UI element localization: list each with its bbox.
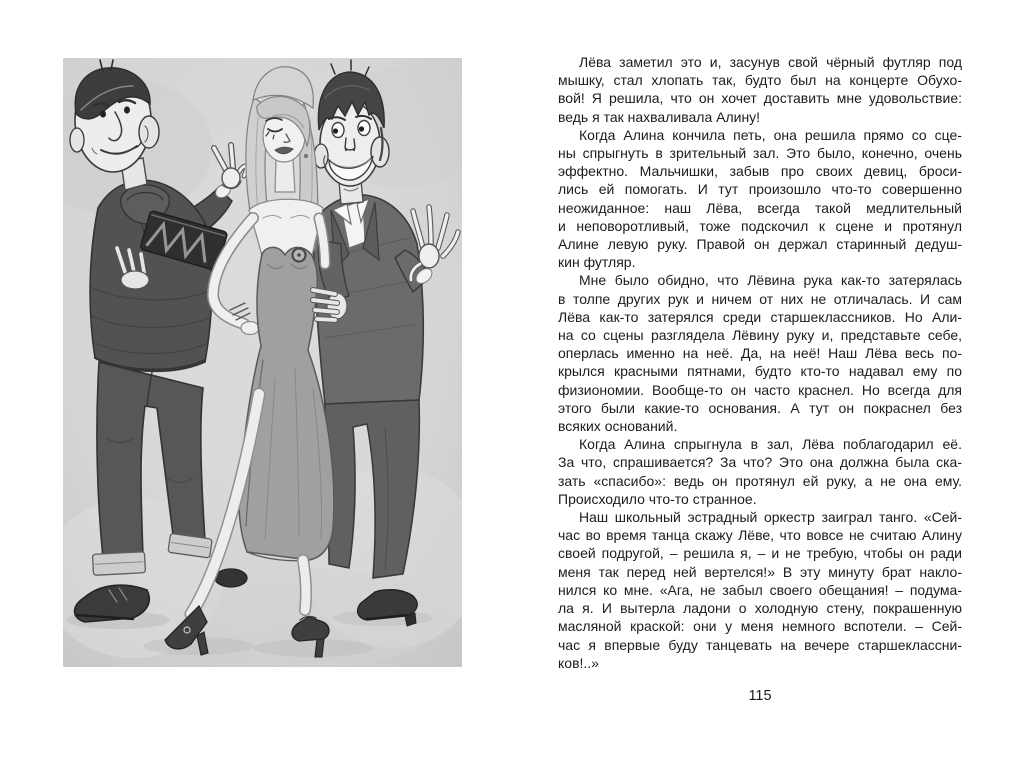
text-line: Когда Алина кончила петь, она решила прямо со сце- xyxy=(579,126,962,143)
text-line: своей подругой, – решила я, – и не требую, чтобы он ради xyxy=(558,545,962,562)
text-line: нился ко мне. «Ага, не забыл своего обещания! – подума- xyxy=(558,581,962,598)
text-line: Лёва заметил это и, засунув свой чёрный футляр под xyxy=(579,54,962,70)
text-line: неожиданное: наш Лёва, всегда такой медлительный xyxy=(558,199,962,216)
text-line: мышку, стал хлопать так, будто был на концерте Обухо- xyxy=(558,72,962,89)
text-line: Когда Алина спрыгнула в зал, Лёва поблагодарил её. xyxy=(579,436,962,453)
text-line: ков!..» xyxy=(558,654,599,671)
text-line: час я впервые буду танцевать на вечере старшеклассни- xyxy=(558,636,962,653)
text-column xyxy=(558,53,962,672)
illustration-three-teenagers xyxy=(63,58,462,667)
text-line: крылся красными пятнами, будто кто-то надавал ему по xyxy=(558,363,962,380)
paragraph xyxy=(558,435,962,508)
text-line: всяких оснований. xyxy=(558,418,678,435)
right-page xyxy=(512,0,1024,768)
text-line: Наш школьный эстрадный оркестр заиграл танго. «Сей- xyxy=(579,509,962,526)
text-line: Лёва как-то затерялся среди старшеклассников. Но Али- xyxy=(558,308,962,325)
text-line: меня так перед ней вертелся!» В эту минуту брат накло- xyxy=(558,563,962,580)
paragraph xyxy=(558,271,962,435)
paragraph xyxy=(558,53,962,126)
text-line: эффектно. Мальчишки, забыв про своих девиц, броси- xyxy=(558,163,962,180)
text-line: зать «спасибо»: ведь он протянул ей руку, а не она ему. xyxy=(558,472,962,489)
text-line: этого были какие-то основания. А тут он покраснел без xyxy=(558,399,962,416)
text-line: ла я. И вытерла ладони о холодную стену, покрашенную xyxy=(558,600,962,617)
text-line: Алине левую руку. Правой он держал старинный дедуш- xyxy=(558,236,962,253)
text-line: ны спрыгнуть в зрительный зал. Это было, конечно, очень xyxy=(558,145,962,162)
text-line: Мне было обидно, что Лёвина рука как-то затерялась xyxy=(579,272,962,289)
text-line: на со сцены разглядела Лёвину руку и, представьте себе, xyxy=(558,327,962,344)
text-line: физиономии. Вообще-то он часто краснел. Но всегда для xyxy=(558,381,962,398)
text-line: и неповоротливый, тоже подскочил к сцене и протянул xyxy=(558,217,962,234)
text-line: в толпе других рук и ничем от них не отличалась. И сам xyxy=(558,290,962,307)
text-line: вой! Я решила, что он хочет доставить мне удовольствие: xyxy=(558,90,962,107)
text-line: час во время танца скажу Лёве, что вовсе не считаю Алину xyxy=(558,527,962,544)
text-line: оперлась именно на неё. Да, на неё! Наш Лёва весь по- xyxy=(558,345,962,362)
text-line: лись ей помогать. И тут произошло что-то совершенно xyxy=(558,181,962,198)
paragraph xyxy=(558,508,962,672)
text-line: ведь я так нахваливала Алину! xyxy=(558,108,761,125)
text-line: Происходило что-то странное. xyxy=(558,490,757,507)
page-number: 115 xyxy=(748,688,772,704)
text-line: За что, спрашивается? За что? Это она должна была ска- xyxy=(558,454,962,471)
illustration-frame xyxy=(63,58,462,667)
paragraph xyxy=(558,126,962,272)
text-line: масляной краской: они у меня немного вспотели. – Сей- xyxy=(558,618,962,635)
text-line: кин футляр. xyxy=(558,254,636,271)
